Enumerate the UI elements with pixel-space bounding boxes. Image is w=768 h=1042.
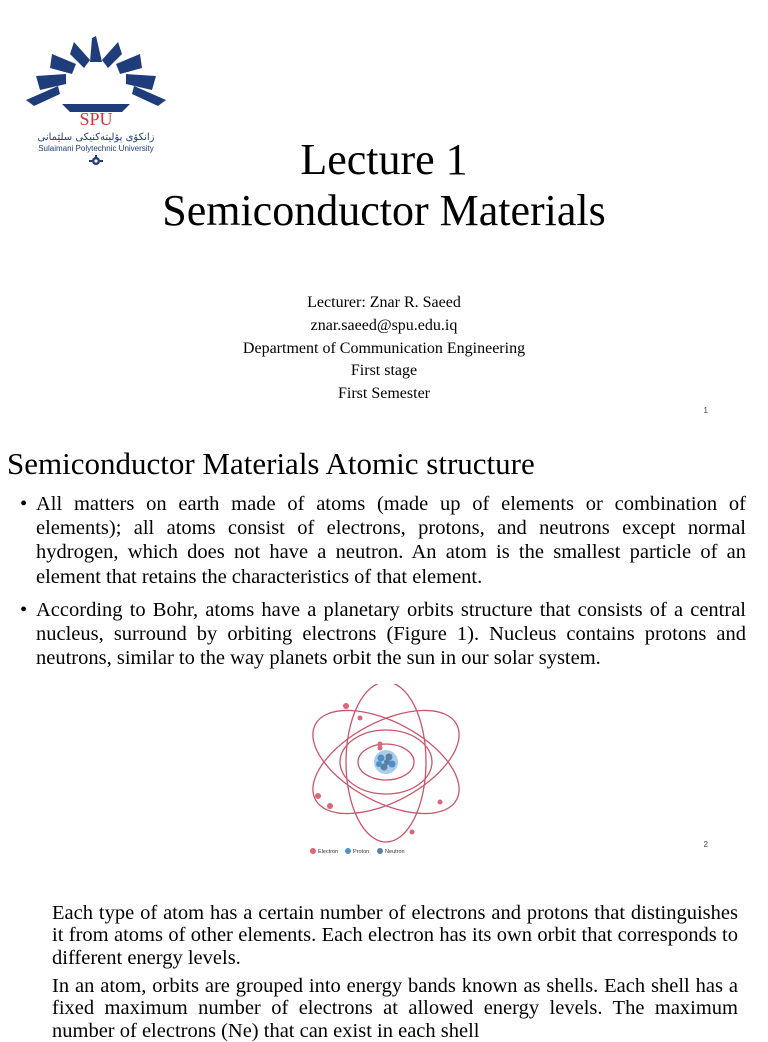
page-number: 1 [703,406,708,415]
paragraph: In an atom, orbits are grouped into energy bands known as shells. Each shell has a fixed maximum number of electrons at allowed energy levels. The maximum number of electrons (Ne) that can exist in each shell [52,975,738,1042]
page-number: 2 [703,840,708,849]
lecture-details [0,292,768,406]
paragraph: Each type of atom has a certain number of electrons and protons that distinguishes it from atoms of other elements. Each electron has its own orbit that corresponds to different energy levels. [52,902,738,969]
title-line-2: Semiconductor Materials [162,186,606,235]
legend-electron: Electron [318,849,339,855]
bullet-item: • According to Bohr, atoms have a planetary orbits structure that consists of a central nucleus, surround by orbiting electrons (Figure 1). Nucleus contains protons and neutrons, similar to the way planets orbit the sun in our solar system. [20,598,746,671]
figure-legend [310,848,405,855]
university-emblem-icon [22,34,170,114]
title-line-1: Lecture 1 [300,135,468,184]
slide-title: Semiconductor Materials Atomic structure [7,446,535,481]
neutron-legend-icon [377,848,383,854]
legend-proton: Proton [353,849,370,855]
lecture-title [0,134,768,236]
logo-english-name: Sulaimani Polytechnic University [38,144,154,153]
electron-legend-icon [310,848,316,854]
title-slide [0,0,768,428]
atomic-structure-slide [0,428,768,864]
department: Department of Communication Engineering [242,339,526,357]
lecturer-email: znar.saeed@spu.edu.iq [310,316,458,334]
proton-legend-icon [345,848,351,854]
nucleus [374,750,398,774]
legend-neutron: Neutron [385,849,405,855]
bohr-atom-figure [300,684,472,860]
semester: First Semester [338,385,430,403]
electron-shells-slide [0,864,768,1042]
logo-abbreviation: SPU [79,109,113,129]
logo-arabic-name: زانکۆی پۆلیتەکنیکی سلێمانی [37,132,155,143]
bullet-list [20,492,746,679]
lecturer-name: Lecturer: Znar R. Saeed [307,294,461,311]
bullet-item: • All matters on earth made of atoms (made up of elements or combination of elements); all atoms consist of electrons, protons, and neutrons except normal hydrogen, which does not have a neutron. An atom is the smallest particle of an element that retains the characteristics of that element. [20,492,746,589]
stage: First stage [350,362,418,380]
